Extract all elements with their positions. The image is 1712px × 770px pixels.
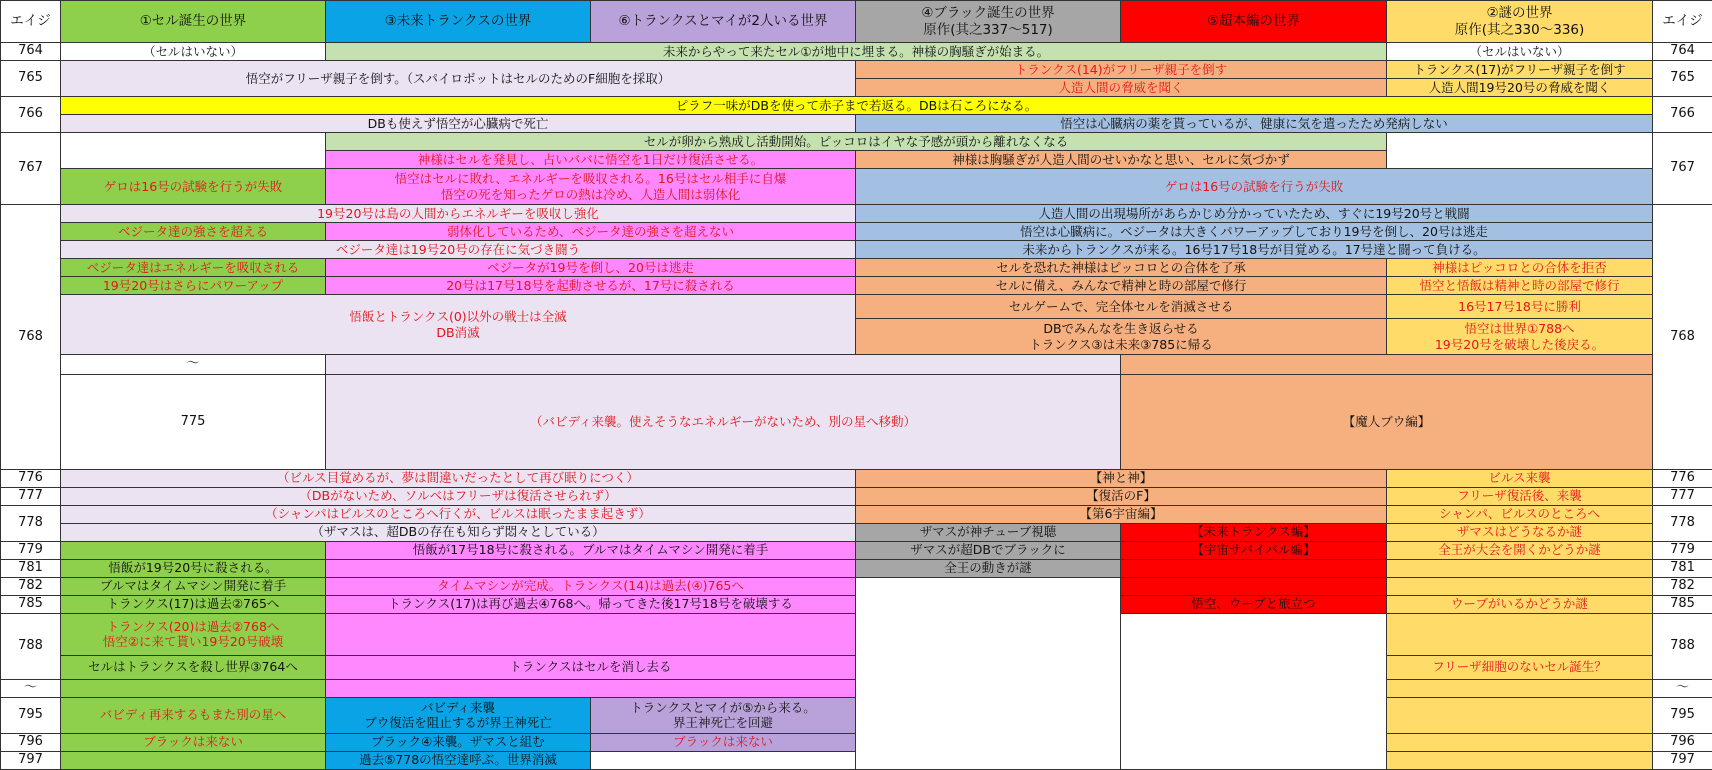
age-label-right: 767 bbox=[1653, 133, 1712, 205]
event-cell: 【魔人ブウ編】 bbox=[1121, 375, 1653, 470]
age-row-766 bbox=[1, 97, 1712, 115]
age-label-right: ～ bbox=[1653, 679, 1712, 697]
event-cell: 悟飯とトランクス(0)以外の戦士は全滅 DB消滅 bbox=[61, 295, 856, 355]
age-label: ～ bbox=[1, 679, 61, 697]
world-4-header: ④ブラック誕生の世界 原作(其之337～517) bbox=[856, 1, 1121, 43]
event-cell: トランクス(20)は過去②768へ 悟空②に来て貰い19号20号破壊 bbox=[61, 613, 326, 655]
event-cell: 悟空は心臓病の薬を貰っているが、健康に気を遣ったため発病しない bbox=[856, 115, 1653, 133]
age-label: 797 bbox=[1, 751, 61, 769]
world-1-header: ①セル誕生の世界 bbox=[61, 1, 326, 43]
world-5-header: ⑤超本編の世界 bbox=[1121, 1, 1387, 43]
event-cell: ザマスが超DBでブラックに bbox=[856, 541, 1121, 559]
event-cell: 未来からやって来たセル①が地中に埋まる。神様の胸騒ぎが始まる。 bbox=[326, 43, 1387, 61]
event-cell: トランクスとマイが⑤から来る。 界王神死亡を回避 bbox=[591, 697, 856, 733]
event-cell: 悟空は心臓病に。ベジータは大きくパワーアップしており19号を倒し、20号は逃走 bbox=[856, 223, 1653, 241]
age-row-765 bbox=[1, 61, 1712, 79]
empty-cell bbox=[856, 577, 1121, 769]
event-cell: DBでみんなを生き返らせる トランクス③は未来③785に帰る bbox=[856, 319, 1387, 355]
age-label-right: 778 bbox=[1653, 505, 1712, 541]
event-cell: 19号20号は島の人間からエネルギーを吸収し強化 bbox=[61, 205, 856, 223]
empty-cell bbox=[1121, 577, 1387, 595]
empty-cell bbox=[1387, 559, 1653, 577]
event-cell: セルを恐れた神様はピッコロとの合体を了承 bbox=[856, 259, 1387, 277]
age-label-right: 764 bbox=[1653, 43, 1712, 61]
age-row-768-c bbox=[1, 241, 1712, 259]
event-cell: バビディ来襲 ブウ復活を阻止するが界王神死亡 bbox=[326, 697, 591, 733]
event-cell: ブラックは来ない bbox=[61, 733, 326, 751]
empty-cell bbox=[326, 355, 1121, 375]
event-cell: ザマスはどうなるか謎 bbox=[1387, 523, 1653, 541]
age-label: 776 bbox=[1, 469, 61, 487]
age-label: 782 bbox=[1, 577, 61, 595]
event-cell: トランクス(14)がフリーザ親子を倒す bbox=[856, 61, 1387, 79]
age-column-header: エイジ bbox=[1, 1, 61, 43]
event-cell: ベジータ達はエネルギーを吸収される bbox=[61, 259, 326, 277]
age-column-header-right: エイジ bbox=[1653, 1, 1712, 43]
age-label-right: 782 bbox=[1653, 577, 1712, 595]
age-label: 767 bbox=[1, 133, 61, 205]
empty-cell bbox=[61, 751, 326, 769]
event-cell: （バビディ来襲。使えそうなエネルギーがないため、別の星へ移動） bbox=[326, 375, 1121, 470]
age-label-right: 788 bbox=[1653, 613, 1712, 679]
age-label-right: 777 bbox=[1653, 487, 1712, 505]
event-cell: 悟空、ウーブと旅立つ bbox=[1121, 595, 1387, 613]
event-cell: ブラックは来ない bbox=[591, 733, 856, 751]
empty-cell bbox=[591, 751, 856, 769]
age-label-right: 765 bbox=[1653, 61, 1712, 97]
event-cell: ベジータ達は19号20号の存在に気づき闘う bbox=[61, 241, 856, 259]
event-cell: ベジータが19号を倒し、20号は逃走 bbox=[326, 259, 856, 277]
empty-cell bbox=[1387, 751, 1653, 769]
empty-cell bbox=[61, 541, 326, 559]
world-3-header: ③未来トランクスの世界 bbox=[326, 1, 591, 43]
age-label-right: 795 bbox=[1653, 697, 1712, 733]
event-cell: ウーブがいるかどうか謎 bbox=[1387, 595, 1653, 613]
event-cell: 過去⑤778の悟空達呼ぶ。世界消滅 bbox=[326, 751, 591, 769]
age-label: 788 bbox=[1, 613, 61, 679]
age-label-right: 797 bbox=[1653, 751, 1712, 769]
world-2-header: ②謎の世界 原作(其之330～336) bbox=[1387, 1, 1653, 43]
event-cell: トランクス(17)は過去②765へ bbox=[61, 595, 326, 613]
event-cell: 人造人間19号20号の脅威を聞く bbox=[1387, 79, 1653, 97]
event-cell: 神様はセルを発見し、占いババに悟空を1日だけ復活させる。 bbox=[326, 151, 856, 169]
age-row-778 bbox=[1, 505, 1712, 523]
age-row-775 bbox=[1, 375, 1712, 470]
event-cell: 16号17号18号に勝利 bbox=[1387, 295, 1653, 319]
age-row-gap bbox=[1, 355, 1712, 375]
age-label-right: 781 bbox=[1653, 559, 1712, 577]
age-label: ～ bbox=[61, 355, 326, 375]
event-cell: 【宇宙サバイバル編】 bbox=[1121, 541, 1387, 559]
event-cell: DBも使えず悟空が心臓病で死亡 bbox=[61, 115, 856, 133]
age-label: 796 bbox=[1, 733, 61, 751]
age-row-767-c bbox=[1, 169, 1712, 205]
age-row-766-b bbox=[1, 115, 1712, 133]
age-row-764 bbox=[1, 43, 1712, 61]
age-row-776 bbox=[1, 469, 1712, 487]
event-cell: フリーザ細胞のないセル誕生？ bbox=[1387, 655, 1653, 679]
event-cell: 悟空と悟飯は精神と時の部屋で修行 bbox=[1387, 277, 1653, 295]
empty-cell bbox=[1387, 577, 1653, 595]
empty-cell bbox=[326, 613, 856, 655]
event-cell: 神様はピッコロとの合体を拒否 bbox=[1387, 259, 1653, 277]
event-cell: ブラック④来襲。ザマスと組む bbox=[326, 733, 591, 751]
age-row-781 bbox=[1, 559, 1712, 577]
age-label: 779 bbox=[1, 541, 61, 559]
event-cell: 【復活のF】 bbox=[856, 487, 1387, 505]
empty-cell bbox=[61, 679, 326, 697]
event-cell: （セルはいない） bbox=[1387, 43, 1653, 61]
age-row-768-e bbox=[1, 277, 1712, 295]
event-cell: ブルマはタイムマシン開発に着手 bbox=[61, 577, 326, 595]
empty-cell bbox=[1387, 733, 1653, 751]
event-cell: （ビルス目覚めるが、夢は間違いだったとして再び眠りにつく） bbox=[61, 469, 856, 487]
event-cell: 全王が大会を開くかどうか謎 bbox=[1387, 541, 1653, 559]
age-label-right: 766 bbox=[1653, 97, 1712, 133]
age-row-777 bbox=[1, 487, 1712, 505]
empty-cell bbox=[326, 559, 856, 577]
empty-cell bbox=[1121, 355, 1653, 375]
age-label: 775 bbox=[61, 375, 326, 470]
event-cell: 人造人間の脅威を聞く bbox=[856, 79, 1387, 97]
empty-cell bbox=[1387, 679, 1653, 697]
age-label-right: 776 bbox=[1653, 469, 1712, 487]
event-cell: セルゲームで、完全体セルを消滅させる bbox=[856, 295, 1387, 319]
age-row-768-f bbox=[1, 295, 1712, 319]
age-row-779 bbox=[1, 541, 1712, 559]
event-cell: 悟飯が19号20号に殺される。 bbox=[61, 559, 326, 577]
event-cell: 人造人間の出現場所があらかじめ分かっていたため、すぐに19号20号と戦闘 bbox=[856, 205, 1653, 223]
event-cell: バビディ再来するもまた別の星へ bbox=[61, 697, 326, 733]
empty-cell bbox=[1121, 559, 1387, 577]
age-label: 764 bbox=[1, 43, 61, 61]
age-label-right: 785 bbox=[1653, 595, 1712, 613]
event-cell: （セルはいない） bbox=[61, 43, 326, 61]
event-cell: 未来からトランクスが来る。16号17号18号が目覚める。17号達と闘って負ける。 bbox=[856, 241, 1653, 259]
age-label-right: 779 bbox=[1653, 541, 1712, 559]
age-row-768-d bbox=[1, 259, 1712, 277]
age-label: 768 bbox=[1, 205, 61, 470]
event-cell: シャンパ、ビルスのところへ bbox=[1387, 505, 1653, 523]
event-cell: トランクスはセルを消し去る bbox=[326, 655, 856, 679]
age-label-right: 768 bbox=[1653, 205, 1712, 470]
event-cell: ザマスが神チューブ視聴 bbox=[856, 523, 1121, 541]
event-cell: セルが卵から熟成し活動開始。ピッコロはイヤな予感が頭から離れなくなる bbox=[326, 133, 1387, 151]
event-cell: （シャンパはビルスのところへ行くが、ビルスは眠ったまま起きず） bbox=[61, 505, 856, 523]
world-6-header: ⑥トランクスとマイが2人いる世界 bbox=[591, 1, 856, 43]
empty-cell bbox=[1387, 133, 1653, 169]
event-cell: 【神と神】 bbox=[856, 469, 1387, 487]
event-cell: 悟空は世界①788へ 19号20号を破壊した後戻る。 bbox=[1387, 319, 1653, 355]
age-label-right: 796 bbox=[1653, 733, 1712, 751]
event-cell: 【未来トランクス編】 bbox=[1121, 523, 1387, 541]
age-label: 785 bbox=[1, 595, 61, 613]
age-row-778-b bbox=[1, 523, 1712, 541]
event-cell: ビルス来襲 bbox=[1387, 469, 1653, 487]
event-cell: ゲロは16号の試験を行うが失敗 bbox=[856, 169, 1653, 205]
event-cell: ピラフ一味がDBを使って赤子まで若返る。DBは石ころになる。 bbox=[61, 97, 1653, 115]
empty-cell bbox=[61, 133, 326, 169]
event-cell: 20号は17号18号を起動させるが、17号に殺される bbox=[326, 277, 856, 295]
event-cell: セルはトランクスを殺し世界③764へ bbox=[61, 655, 326, 679]
empty-cell bbox=[1121, 613, 1387, 769]
age-label: 777 bbox=[1, 487, 61, 505]
age-label: 765 bbox=[1, 61, 61, 97]
age-label: 781 bbox=[1, 559, 61, 577]
event-cell: （DBがないため、ソルベはフリーザは復活させられず） bbox=[61, 487, 856, 505]
event-cell: （ザマスは、超DBの存在も知らず悶々としている） bbox=[61, 523, 856, 541]
age-label: 766 bbox=[1, 97, 61, 133]
event-cell: 19号20号はさらにパワーアップ bbox=[61, 277, 326, 295]
event-cell: ベジータ達の強さを超える bbox=[61, 223, 326, 241]
event-cell: セルに備え、みんなで精神と時の部屋で修行 bbox=[856, 277, 1387, 295]
event-cell: 全王の動きが謎 bbox=[856, 559, 1121, 577]
event-cell: トランクス(17)がフリーザ親子を倒す bbox=[1387, 61, 1653, 79]
event-cell: タイムマシンが完成。トランクス(14)は過去(④)765へ bbox=[326, 577, 856, 595]
age-row-768-b bbox=[1, 223, 1712, 241]
event-cell: 悟空がフリーザ親子を倒す。（スパイロボットはセルのためのF細胞を採取） bbox=[61, 61, 856, 97]
empty-cell bbox=[1387, 697, 1653, 733]
age-row-782 bbox=[1, 577, 1712, 595]
event-cell: 【第6宇宙編】 bbox=[856, 505, 1387, 523]
age-row-768 bbox=[1, 205, 1712, 223]
event-cell: 弱体化しているため、ベジータ達の強さを超えない bbox=[326, 223, 856, 241]
event-cell: トランクス(17)は再び過去④768へ。帰ってきた後17号18号を破壊する bbox=[326, 595, 856, 613]
empty-cell bbox=[326, 679, 856, 697]
age-row-767 bbox=[1, 133, 1712, 151]
header-row bbox=[1, 1, 1712, 43]
event-cell: 悟空はセルに敗れ、エネルギーを吸収される。16号はセル相手に自爆 悟空の死を知ったゲロの熱は冷め、人造人間は弱体化 bbox=[326, 169, 856, 205]
event-cell: 悟飯が17号18号に殺される。ブルマはタイムマシン開発に着手 bbox=[326, 541, 856, 559]
event-cell: 神様は胸騒ぎが人造人間のせいかなと思い、セルに気づかず bbox=[856, 151, 1387, 169]
event-cell: ゲロは16号の試験を行うが失敗 bbox=[61, 169, 326, 205]
empty-cell bbox=[1387, 613, 1653, 655]
age-label: 778 bbox=[1, 505, 61, 541]
age-label: 795 bbox=[1, 697, 61, 733]
event-cell: フリーザ復活後、来襲 bbox=[1387, 487, 1653, 505]
